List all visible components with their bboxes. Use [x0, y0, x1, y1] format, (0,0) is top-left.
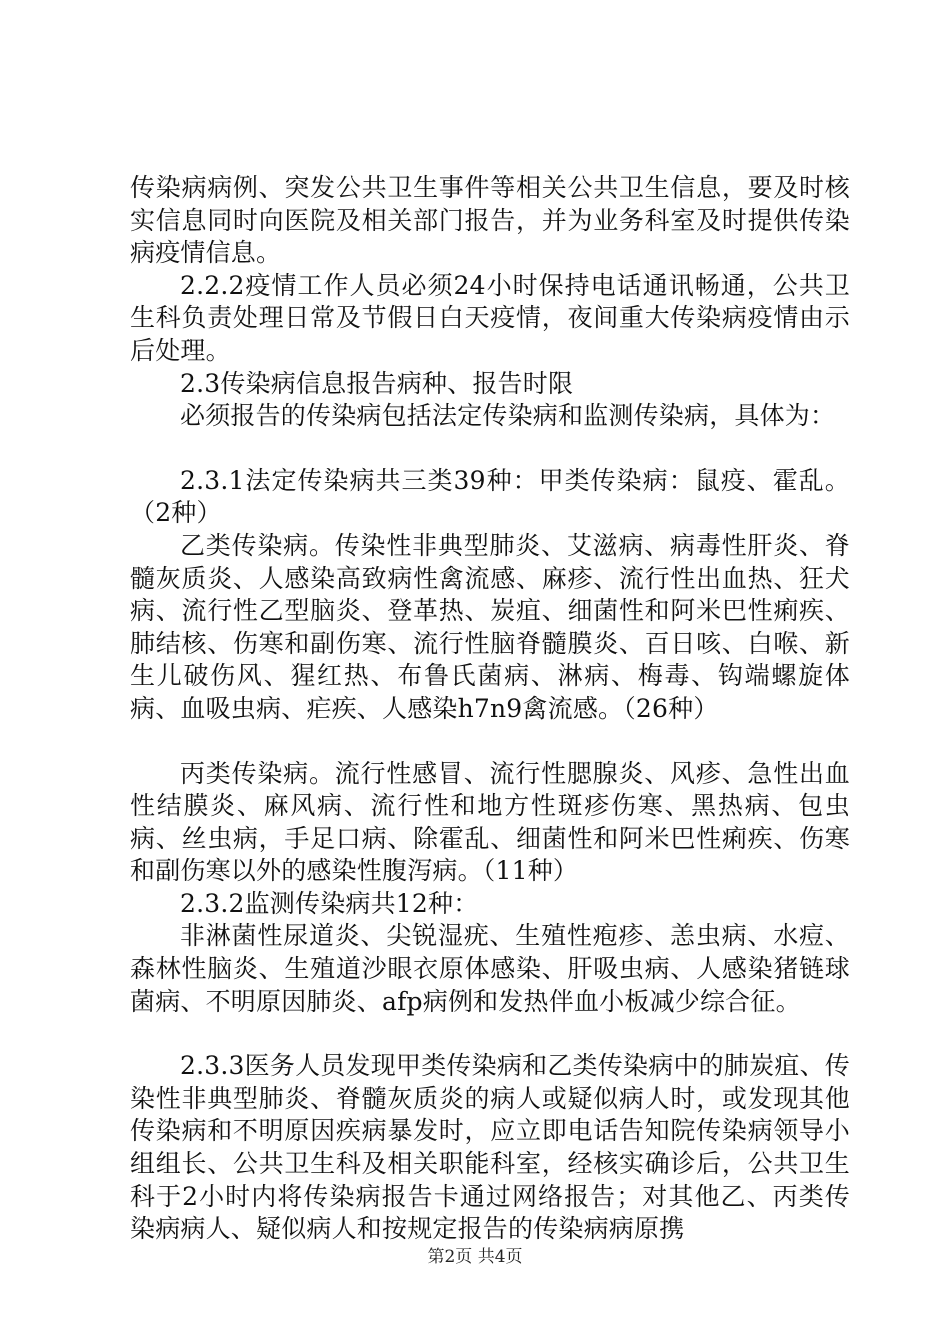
- heading-2-3-2: 2.3.2监测传染病共12种：: [180, 888, 479, 918]
- page-number-footer: 第2页 共4页: [427, 1247, 523, 1267]
- paragraph-monitored-diseases: 非淋菌性尿道炎、尖锐湿疣、生殖性疱疹、恙虫病、水痘、森林性脑炎、生殖道沙眼衣原体感染、肝吸虫病、人感染猪链球菌病、不明原因肺炎、afp病例和发热伴血小板减少综合征。: [130, 921, 850, 1016]
- document-body: [130, 172, 850, 1246]
- paragraph-2-3-3: 2.3.3医务人员发现甲类传染病和乙类传染病中的肺炭疽、传染性非典型肺炎、脊髓灰质炎的病人或疑似病人时，或发现其他传染病和不明原因疾病暴发时，应立即电话告知院传染病领导小组组长、公共卫生科及相关职能科室，经核实确诊后，公共卫生科于2小时内将传染病报告卡通过网络报告；对其他乙、丙类传染病病人、疑似病人和按规定报告的传染病病原携: [130, 1051, 850, 1244]
- paragraph-must-report: 必须报告的传染病包括法定传染病和监测传染病，具体为：: [180, 401, 836, 431]
- paragraph-2-3-1: 2.3.1法定传染病共三类39种：甲类传染病：鼠疫、霍乱。（2种）: [130, 465, 850, 528]
- paragraph-class-b: 乙类传染病。传染性非典型肺炎、艾滋病、病毒性肝炎、脊髓灰质炎、人感染高致病性禽流感、麻疹、流行性出血热、狂犬病、流行性乙型脑炎、登革热、炭疽、细菌性和阿米巴性痢疾、肺结核、伤寒和副伤寒、流行性脑脊髓膜炎、百日咳、白喉、新生儿破伤风、猩红热、布鲁氏菌病、淋病、梅毒、钩端螺旋体病、血吸虫病、疟疾、人感染h7n9禽流感。（26种）: [130, 530, 850, 723]
- heading-2-3: 2.3传染病信息报告病种、报告时限: [180, 368, 574, 398]
- paragraph-class-c: 丙类传染病。流行性感冒、流行性腮腺炎、风疹、急性出血性结膜炎、麻风病、流行性和地方性斑疹伤寒、黑热病、包虫病、丝虫病，手足口病、除霍乱、细菌性和阿米巴性痢疾、伤寒和副伤寒以外的感染性腹泻病。（11种）: [130, 758, 850, 886]
- paragraph-continued-report-info: 传染病病例、突发公共卫生事件等相关公共卫生信息，要及时核实信息同时向医院及相关部门报告，并为业务科室及时提供传染病疫情信息。: [130, 173, 850, 268]
- paragraph-2-2-2: 2.2.2疫情工作人员必须24小时保持电话通讯畅通，公共卫生科负责处理日常及节假日白天疫情，夜间重大传染病疫情由示后处理。: [130, 270, 850, 365]
